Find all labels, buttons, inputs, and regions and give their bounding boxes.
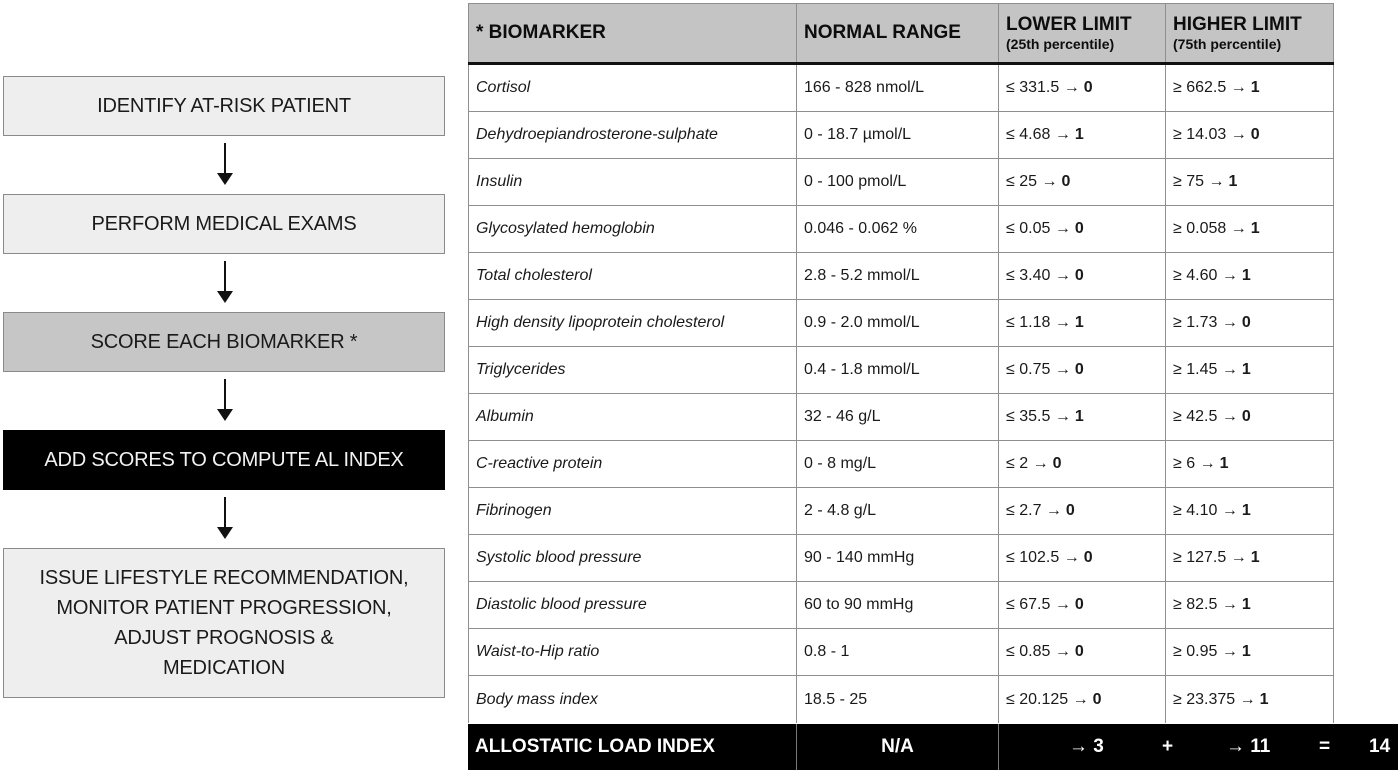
table-row [468, 488, 1334, 535]
higher-limit: ≥ 0.95 → 1 [1165, 629, 1334, 675]
plus-sign: + [1162, 736, 1174, 757]
step-label-line: ADJUST PROGNOSIS & [114, 627, 334, 649]
biomarker-name: Cortisol [468, 65, 796, 111]
higher-limit: ≥ 42.5 → 0 [1165, 394, 1334, 440]
lower-limit: ≤ 331.5 → 0 [998, 65, 1165, 111]
lower-limit: ≤ 0.85 → 0 [998, 629, 1165, 675]
normal-range: 0 - 100 pmol/L [796, 159, 998, 205]
lower-score: 0 [1065, 502, 1075, 519]
down-arrow-icon [215, 497, 235, 541]
normal-range: 0.9 - 2.0 mmol/L [796, 300, 998, 346]
biomarker-table [468, 3, 1334, 723]
down-arrow-icon [215, 143, 235, 187]
biomarker-name: Insulin [468, 159, 796, 205]
higher-score: 1 [1219, 455, 1229, 472]
header-higher-limit: HIGHER LIMIT (75th percentile) [1165, 4, 1334, 62]
allostatic-load-total-row [468, 724, 1398, 770]
lower-sum: → 3 [1069, 736, 1104, 757]
lower-score: 0 [1092, 690, 1102, 708]
table-row [468, 112, 1334, 159]
process-flowchart [3, 0, 447, 773]
higher-score: 1 [1250, 549, 1260, 566]
biomarker-name: C-reactive protein [468, 441, 796, 487]
normal-range: 32 - 46 g/L [796, 394, 998, 440]
lower-score: 0 [1074, 267, 1084, 284]
lower-limit: ≤ 0.75 → 0 [998, 347, 1165, 393]
table-row [468, 582, 1334, 629]
step-label-line: MEDICATION [162, 657, 286, 679]
higher-score: 1 [1259, 690, 1269, 708]
table-row [468, 159, 1334, 206]
higher-limit: ≥ 82.5 → 1 [1165, 582, 1334, 628]
step-label: IDENTIFY AT-RISK PATIENT [97, 95, 351, 117]
lower-limit: ≤ 67.5 → 0 [998, 582, 1165, 628]
higher-limit: ≥ 662.5 → 1 [1165, 65, 1334, 111]
lower-score: 1 [1074, 126, 1084, 143]
normal-range: 0.8 - 1 [796, 629, 998, 675]
lower-score: 0 [1074, 361, 1084, 378]
lower-score: 0 [1052, 455, 1062, 472]
higher-limit: ≥ 75 → 1 [1165, 159, 1334, 205]
higher-limit: ≥ 14.03 → 0 [1165, 112, 1334, 158]
table-row [468, 535, 1334, 582]
step-score-biomarker [3, 312, 445, 372]
lower-score: 0 [1083, 549, 1093, 566]
higher-limit: ≥ 4.60 → 1 [1165, 253, 1334, 299]
biomarker-name: Fibrinogen [468, 488, 796, 534]
lower-limit: ≤ 4.68 → 1 [998, 112, 1165, 158]
higher-limit: ≥ 4.10 → 1 [1165, 488, 1334, 534]
higher-score: 1 [1241, 643, 1251, 660]
header-normal-range: NORMAL RANGE [796, 4, 998, 62]
normal-range: 0 - 18.7 µmol/L [796, 112, 998, 158]
lower-limit: ≤ 3.40 → 0 [998, 253, 1165, 299]
table-row [468, 676, 1334, 723]
lower-limit: ≤ 35.5 → 1 [998, 394, 1165, 440]
total-range: N/A [796, 724, 998, 770]
biomarker-name: Diastolic blood pressure [468, 582, 796, 628]
step-label: SCORE EACH BIOMARKER * [90, 331, 358, 353]
table-row [468, 65, 1334, 112]
biomarker-name: Dehydroepiandrosterone-sulphate [468, 112, 796, 158]
higher-score: 1 [1241, 267, 1251, 284]
table-row [468, 629, 1334, 676]
lower-score: 0 [1074, 596, 1084, 613]
table-row [468, 347, 1334, 394]
higher-score: 1 [1241, 361, 1251, 378]
higher-score: 0 [1241, 408, 1251, 425]
biomarker-name: High density lipoprotein cholesterol [468, 300, 796, 346]
normal-range: 18.5 - 25 [796, 676, 998, 723]
higher-limit: ≥ 0.058 → 1 [1165, 206, 1334, 252]
normal-range: 0 - 8 mg/L [796, 441, 998, 487]
biomarker-name: Albumin [468, 394, 796, 440]
header-lower-limit: LOWER LIMIT (25th percentile) [998, 4, 1165, 62]
biomarker-name: Waist-to-Hip ratio [468, 629, 796, 675]
down-arrow-icon [215, 261, 235, 305]
table-row [468, 300, 1334, 347]
step-issue-recommendation [3, 548, 445, 698]
normal-range: 60 to 90 mmHg [796, 582, 998, 628]
higher-sum: → 11 [1226, 736, 1271, 757]
higher-limit: ≥ 1.45 → 1 [1165, 347, 1334, 393]
step-label: ADD SCORES TO COMPUTE AL INDEX [44, 449, 404, 471]
normal-range: 2.8 - 5.2 mmol/L [796, 253, 998, 299]
lower-limit: ≤ 2 → 0 [998, 441, 1165, 487]
biomarker-name: Triglycerides [468, 347, 796, 393]
lower-score: 0 [1083, 79, 1093, 96]
higher-limit: ≥ 1.73 → 0 [1165, 300, 1334, 346]
step-perform-exams [3, 194, 445, 254]
table-row [468, 253, 1334, 300]
biomarker-name: Total cholesterol [468, 253, 796, 299]
higher-score: 1 [1241, 502, 1251, 519]
step-label-line: MONITOR PATIENT PROGRESSION, [56, 597, 392, 619]
higher-limit: ≥ 6 → 1 [1165, 441, 1334, 487]
step-compute-al-index [3, 430, 445, 490]
lower-score: 1 [1074, 314, 1084, 331]
step-label: PERFORM MEDICAL EXAMS [91, 213, 357, 235]
equals-sign: = [1319, 736, 1331, 757]
step-identify-patient [3, 76, 445, 136]
table-header-row [468, 3, 1334, 65]
higher-score: 1 [1228, 173, 1238, 190]
lower-limit: ≤ 20.125 → 0 [998, 676, 1165, 723]
step-label-line: ISSUE LIFESTYLE RECOMMENDATION, [39, 567, 409, 589]
table-row [468, 206, 1334, 253]
higher-score: 0 [1241, 314, 1251, 331]
total-label: ALLOSTATIC LOAD INDEX [475, 736, 715, 757]
down-arrow-icon [215, 379, 235, 423]
lower-limit: ≤ 25 → 0 [998, 159, 1165, 205]
biomarker-name: Systolic blood pressure [468, 535, 796, 581]
higher-score: 1 [1250, 79, 1260, 96]
higher-score: 1 [1250, 220, 1260, 237]
lower-limit: ≤ 0.05 → 0 [998, 206, 1165, 252]
normal-range: 0.046 - 0.062 % [796, 206, 998, 252]
lower-score: 0 [1061, 173, 1071, 190]
lower-score: 0 [1074, 220, 1084, 237]
normal-range: 2 - 4.8 g/L [796, 488, 998, 534]
biomarker-name: Body mass index [468, 676, 796, 723]
higher-score: 0 [1250, 126, 1260, 143]
lower-limit: ≤ 102.5 → 0 [998, 535, 1165, 581]
higher-score: 1 [1241, 596, 1251, 613]
table-row [468, 441, 1334, 488]
normal-range: 166 - 828 nmol/L [796, 65, 998, 111]
lower-limit: ≤ 1.18 → 1 [998, 300, 1165, 346]
table-row [468, 394, 1334, 441]
total-result: 14 [1369, 736, 1391, 757]
lower-limit: ≤ 2.7 → 0 [998, 488, 1165, 534]
lower-score: 1 [1074, 408, 1084, 425]
normal-range: 0.4 - 1.8 mmol/L [796, 347, 998, 393]
total-computation [998, 724, 1398, 770]
normal-range: 90 - 140 mmHg [796, 535, 998, 581]
biomarker-name: Glycosylated hemoglobin [468, 206, 796, 252]
higher-limit: ≥ 23.375 → 1 [1165, 676, 1334, 723]
lower-score: 0 [1074, 643, 1084, 660]
header-biomarker: * BIOMARKER [468, 4, 796, 62]
higher-limit: ≥ 127.5 → 1 [1165, 535, 1334, 581]
